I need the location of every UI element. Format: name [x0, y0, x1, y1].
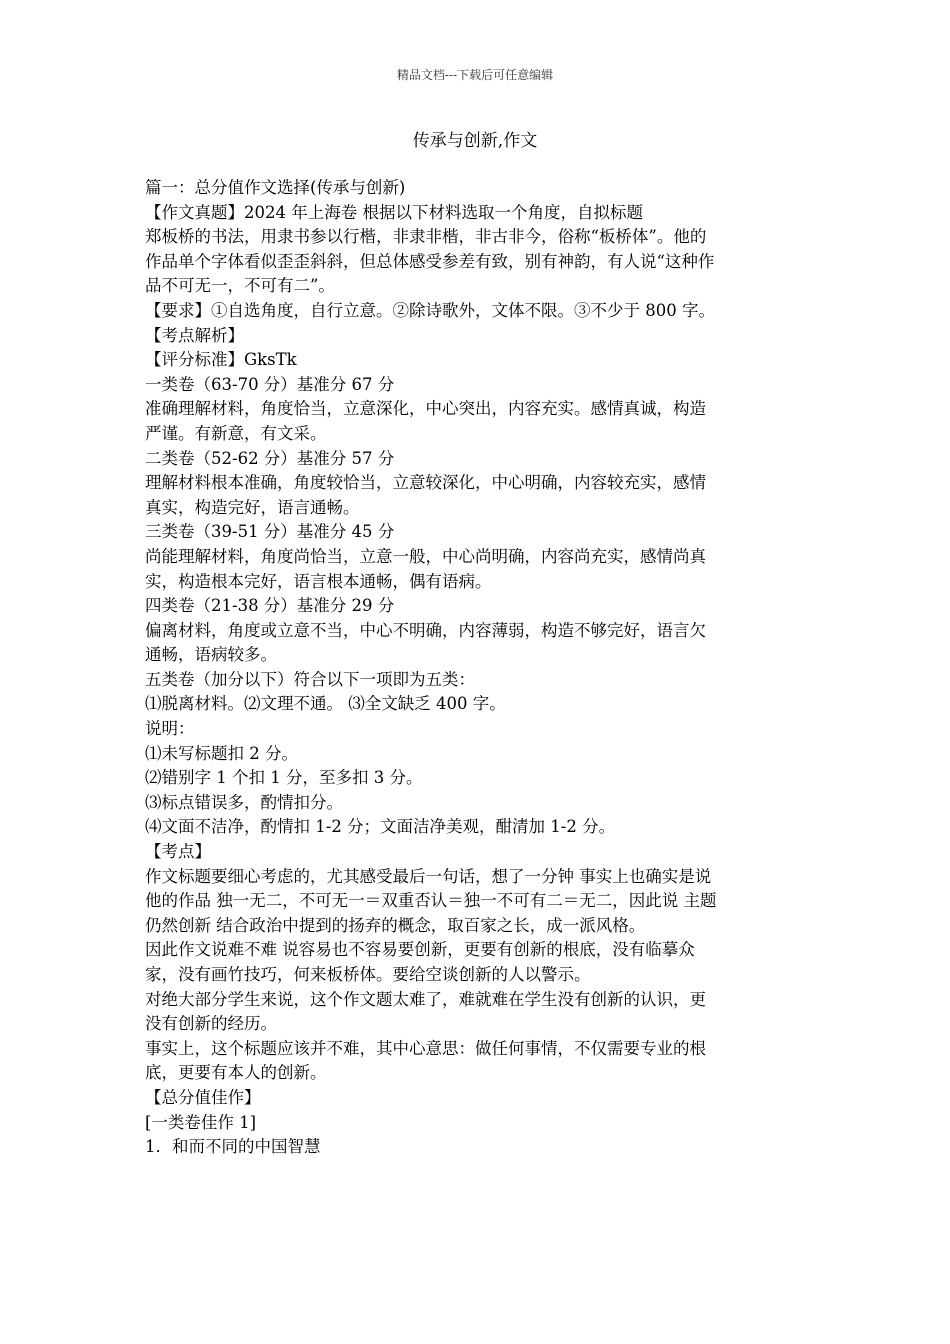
text-line: 偏离材料，角度或立意不当，中心不明确，内容薄弱，构造不够完好，语言欠 [145, 620, 706, 640]
text-line: 理解材料根本准确，角度较恰当，立意较深化，中心明确，内容较充实，感情 [145, 473, 706, 493]
document-title: 传承与创新,作文 [412, 131, 538, 151]
text-line: 真实，构造完好，语言通畅。 [145, 497, 360, 517]
text-line: ⑴未写标题扣 2 分。 [145, 743, 298, 763]
text-line: ⑵错别字 1 个扣 1 分，至多扣 3 分。 [145, 768, 423, 788]
text-line: 事实上，这个标题应该并不难，其中心意思：做任何事情，不仅需要专业的根 [145, 1038, 706, 1058]
text-line: 三类卷（39-51 分）基准分 45 分 [145, 522, 395, 542]
text-line: 品不可无一，不可有二”。 [145, 276, 335, 296]
text-line: 【评分标准】GksTk [145, 350, 297, 370]
text-line: 二类卷（52-62 分）基准分 57 分 [145, 448, 395, 468]
text-line: 郑板桥的书法，用隶书参以行楷，非隶非楷，非古非今，俗称“板桥体”。他的 [145, 227, 707, 247]
text-line: 底，更要有本人的创新。 [145, 1063, 327, 1083]
text-line: 篇一：总分值作文选择(传承与创新) [145, 178, 406, 197]
text-line: 四类卷（21-38 分）基准分 29 分 [145, 596, 395, 616]
text-line: 实，构造根本完好，语言根本通畅，偶有语病。 [145, 571, 492, 591]
text-line: [一类卷佳作 1] [145, 1112, 257, 1132]
page-header: 精品文档---下载后可任意编辑 [396, 68, 554, 82]
text-line: 【作文真题】2024 年上海卷 根据以下材料选取一个角度，自拟标题 [145, 202, 643, 222]
text-line: 通畅，语病较多。 [145, 645, 277, 665]
text-line: 【总分值佳作】 [145, 1087, 261, 1107]
text-line: 作文标题要细心考虑的，尤其感受最后一句话，想了一分钟 事实上也确实是说 [145, 866, 712, 886]
text-line: 仍然创新 结合政治中提到的扬弃的概念，取百家之长，成一派风格。 [145, 915, 646, 935]
text-line: ⑶标点错误多，酌情扣分。 [145, 792, 343, 812]
text-line: 没有创新的经历。 [145, 1014, 277, 1034]
text-line: 严谨。有新意，有文采。 [145, 423, 327, 443]
text-line: 尚能理解材料，角度尚恰当，立意一般，中心尚明确，内容尚充实，感情尚真 [145, 546, 706, 566]
text-line: 家，没有画竹技巧，何来板桥体。要给空谈创新的人以警示。 [145, 965, 591, 984]
text-line: 对绝大部分学生来说，这个作文题太难了，难就难在学生没有创新的认识，更 [145, 989, 706, 1009]
text-line: 五类卷（加分以下）符合以下一项即为五类： [145, 669, 475, 689]
document-body [145, 176, 807, 1160]
text-line: ⑴脱离材料。⑵文理不通。 ⑶全文缺乏 400 字。 [145, 694, 506, 714]
text-line: 作品单个字体看似歪歪斜斜，但总体感受参差有致，别有神韵，有人说“这种作 [145, 251, 715, 271]
text-line: 说明： [145, 719, 195, 739]
text-line: 准确理解材料，角度恰当，立意深化，中心突出，内容充实。感情真诚，构造 [145, 399, 706, 419]
text-line: 【考点解析】 [145, 325, 244, 345]
text-line: ⑷文面不洁净，酌情扣 1-2 分；文面洁净美观，酣清加 1-2 分。 [145, 817, 616, 837]
text-line: 【考点】 [145, 842, 211, 862]
text-line: 他的作品 独一无二，不可无一＝双重否认＝独一不可有二＝无二，因此说 主题 [145, 891, 717, 911]
text-line: 1．和而不同的中国智慧 [145, 1137, 321, 1157]
text-line: 一类卷（63-70 分）基准分 67 分 [145, 374, 395, 394]
text-line: 【要求】①自选角度，自行立意。②除诗歌外，文体不限。③不少于 800 字。 [145, 300, 715, 320]
text-line: 因此作文说难不难 说容易也不容易要创新，更要有创新的根底，没有临摹众 [145, 940, 695, 960]
